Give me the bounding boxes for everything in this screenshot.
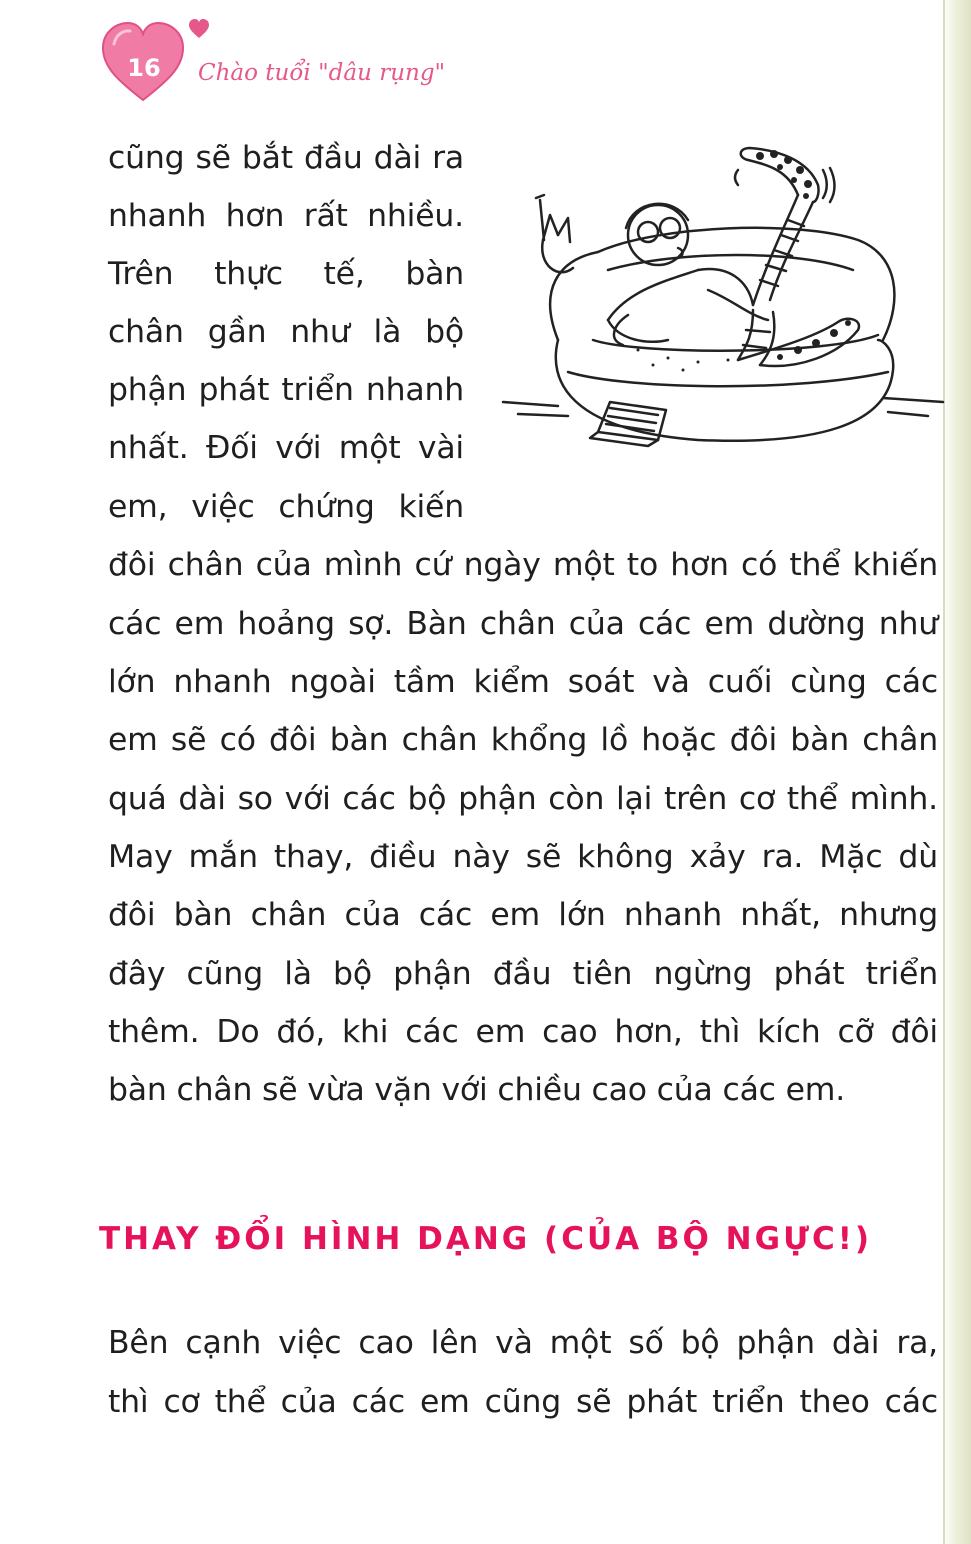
section-heading: THAY ĐỔI HÌNH DẠNG (CỦA BỘ NGỰC!)	[98, 1221, 873, 1257]
body-line: nhất. Đối với một vài	[108, 430, 464, 466]
body-line: cũng sẽ bắt đầu dài ra	[108, 140, 464, 176]
running-title: Chào tuổi "dâu rụng"	[198, 60, 446, 86]
page-header	[100, 18, 520, 108]
body-line: đôi bàn chân của các em lớn nhanh nhất, nhưng	[108, 897, 938, 933]
small-heart-icon	[188, 18, 210, 40]
body-line: May mắn thay, điều này sẽ không xảy ra. Mặc dù	[108, 839, 938, 875]
body-line: em, việc chứng kiến	[108, 489, 464, 525]
section-body-line: Bên cạnh việc cao lên và một số bộ phận dài ra,	[108, 1325, 938, 1361]
body-line: em sẽ có đôi bàn chân khổng lồ hoặc đôi bàn chân	[108, 722, 938, 758]
body-line: thêm. Do đó, khi các em cao hơn, thì kích cỡ đôi	[108, 1014, 938, 1050]
body-line: đôi chân của mình cứ ngày một to hơn có thể khiến	[108, 547, 938, 583]
body-line: bàn chân sẽ vừa vặn với chiều cao của các em.	[108, 1072, 846, 1108]
body-line: Trên thực tế, bàn	[108, 256, 464, 292]
page-number: 16	[127, 54, 161, 82]
body-line: đây cũng là bộ phận đầu tiên ngừng phát triển	[108, 956, 938, 992]
body-line: quá dài so với các bộ phận còn lại trên cơ thể mình.	[108, 781, 938, 817]
section-body-line: thì cơ thể của các em cũng sẽ phát triển theo các	[108, 1384, 938, 1420]
body-line: các em hoảng sợ. Bàn chân của các em dường như	[108, 606, 938, 642]
body-line: phận phát triển nhanh	[108, 372, 464, 408]
body-line: lớn nhanh ngoài tầm kiểm soát và cuối cùng các	[108, 664, 938, 700]
body-line: chân gần như là bộ	[108, 314, 464, 350]
body-line: nhanh hơn rất nhiều.	[108, 198, 464, 234]
girl-reading-illustration	[498, 140, 948, 470]
